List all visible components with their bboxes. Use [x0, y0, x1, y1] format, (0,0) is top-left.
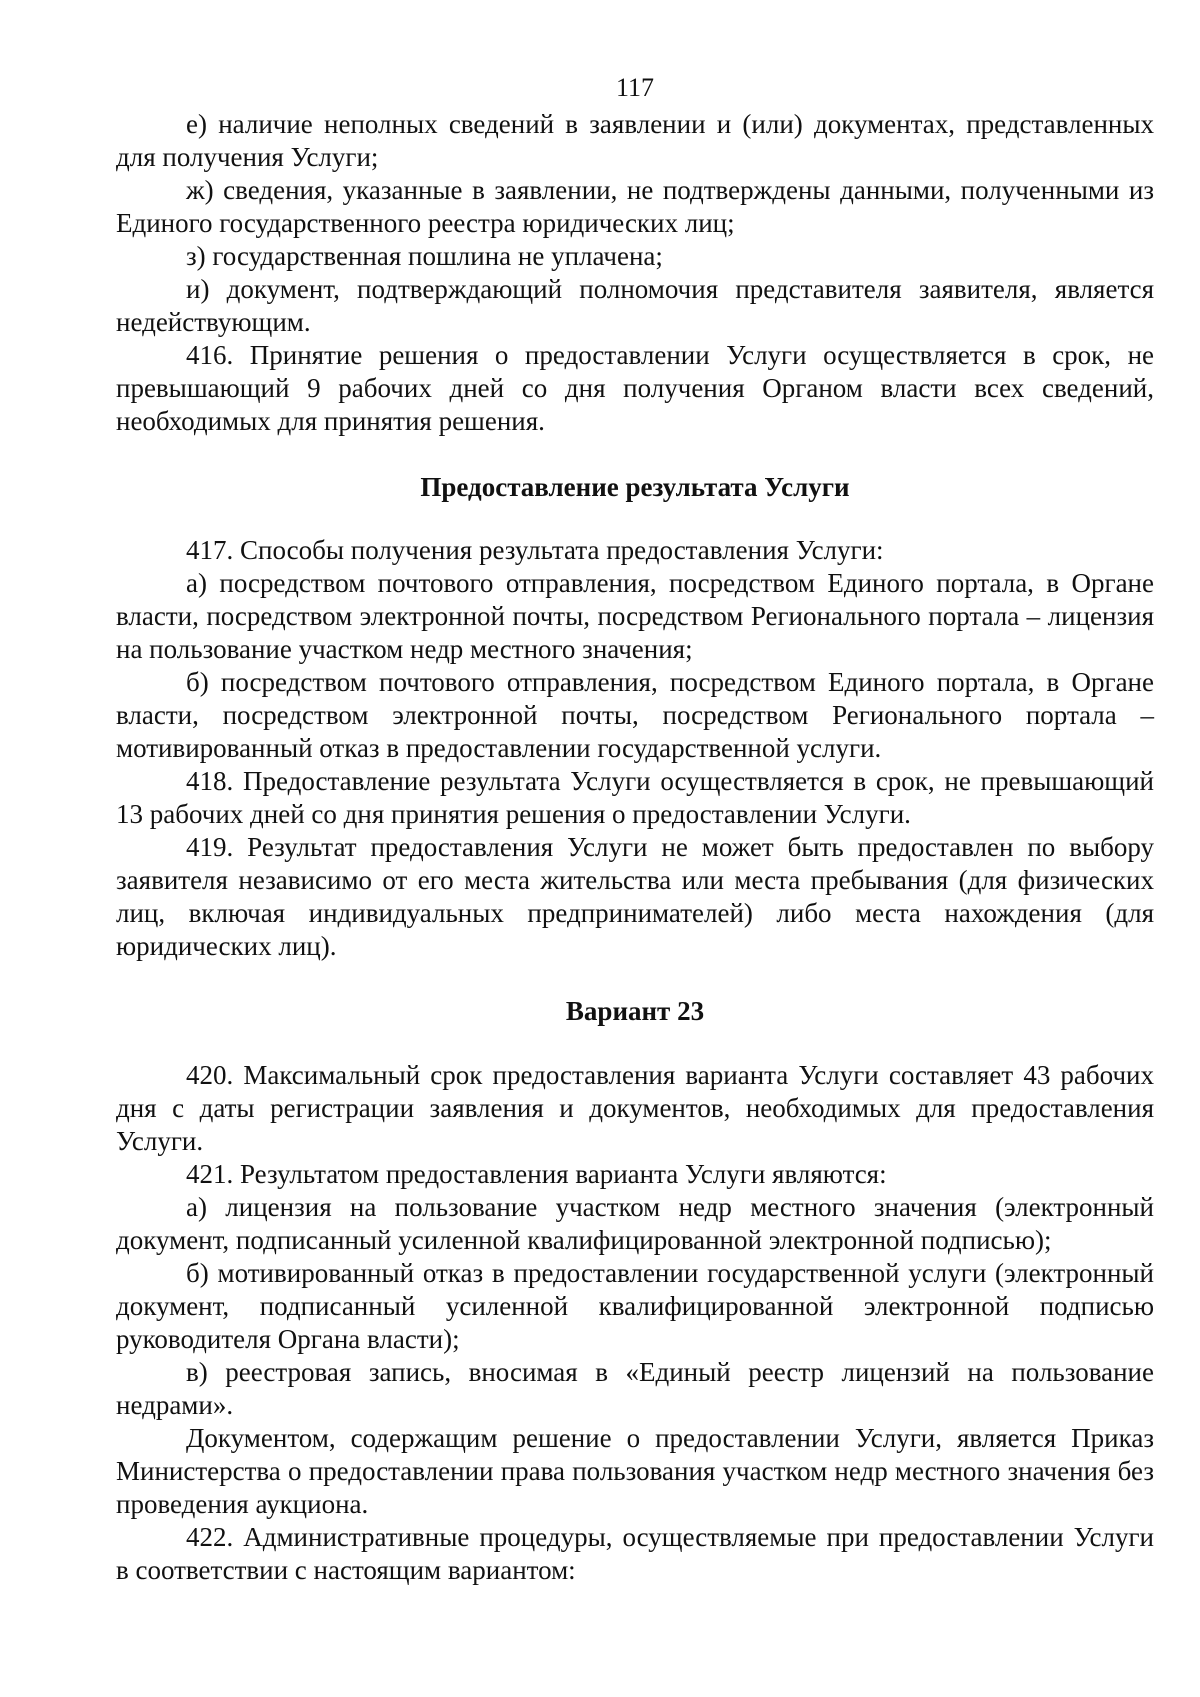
paragraph-420: 420. Максимальный срок предоставления варианта Услуги составляет 43 рабочих дня с даты регистрации заявления и документов, необходимых для предоставления Услуги. — [116, 1060, 1154, 1156]
paragraph-417-b: б) посредством почтового отправления, посредством Единого портала, в Органе власти, посредством электронной почты, посредством Регионального портала – мотивированный отказ в предоставлении государственной услуги. — [116, 667, 1154, 763]
section-heading-variant: Вариант 23 — [565, 996, 705, 1026]
section-heading-result: Предоставление результата Услуги — [420, 472, 850, 502]
paragraph-item-z: з) государственная пошлина не уплачена; — [186, 241, 663, 271]
document-page — [116, 72, 1154, 1587]
paragraph-item-i: и) документ, подтверждающий полномочия представителя заявителя, является недействующим. — [116, 274, 1154, 337]
paragraph-decision-document: Документом, содержащим решение о предоставлении Услуги, является Приказ Министерства о предоставлении права пользования участком недр местного значения без проведения аукциона. — [116, 1423, 1154, 1519]
paragraph-item-e: е) наличие неполных сведений в заявлении и (или) документах, представленных для получения Услуги; — [116, 109, 1154, 172]
paragraph-421-v: в) реестровая запись, вносимая в «Единый реестр лицензий на пользование недрами». — [116, 1357, 1154, 1420]
paragraph-item-zh: ж) сведения, указанные в заявлении, не подтверждены данными, полученными из Единого государственного реестра юридических лиц; — [116, 175, 1154, 238]
paragraph-417: 417. Способы получения результата предоставления Услуги: — [186, 535, 884, 565]
paragraph-421-b: б) мотивированный отказ в предоставлении государственной услуги (электронный документ, подписанный усиленной квалифицированной электронной подписью руководителя Органа власти); — [116, 1258, 1154, 1354]
paragraph-416: 416. Принятие решения о предоставлении Услуги осуществляется в срок, не превышающий 9 рабочих дней со дня получения Органом власти всех сведений, необходимых для принятия решения. — [116, 340, 1154, 436]
paragraph-419: 419. Результат предоставления Услуги не может быть предоставлен по выбору заявителя независимо от его места жительства или места пребывания (для физических лиц, включая индивидуальных предпринимателей) либо места нахождения (для юридических лиц). — [116, 832, 1154, 961]
paragraph-421: 421. Результатом предоставления варианта Услуги являются: — [186, 1159, 887, 1189]
paragraph-417-a: а) посредством почтового отправления, посредством Единого портала, в Органе власти, посредством электронной почты, посредством Регионального портала – лицензия на пользование участком недр местного значения; — [116, 568, 1154, 664]
paragraph-421-a: а) лицензия на пользование участком недр местного значения (электронный документ, подписанный усиленной квалифицированной электронной подписью); — [116, 1192, 1154, 1255]
paragraph-418: 418. Предоставление результата Услуги осуществляется в срок, не превышающий 13 рабочих дней со дня принятия решения о предоставлении Услуги. — [116, 766, 1154, 829]
page-number: 117 — [615, 73, 655, 102]
paragraph-422: 422. Административные процедуры, осуществляемые при предоставлении Услуги в соответствии с настоящим вариантом: — [116, 1522, 1154, 1585]
